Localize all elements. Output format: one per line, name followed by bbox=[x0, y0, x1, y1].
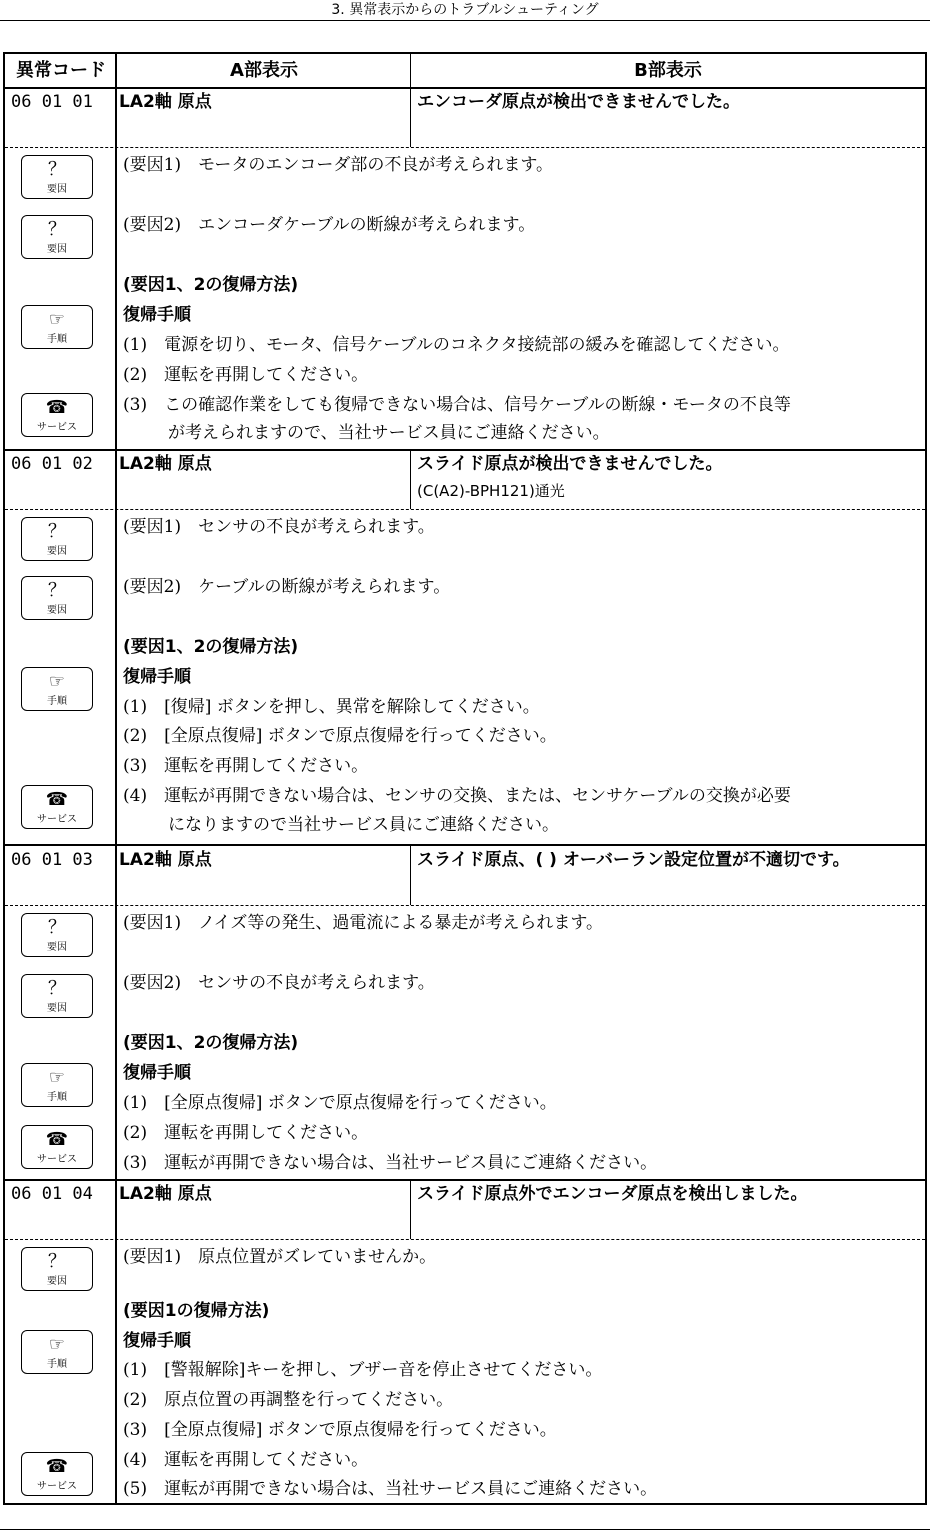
a-display: LA2軸 原点 bbox=[119, 92, 212, 112]
error-code: 06 01 02 bbox=[11, 454, 93, 474]
dashed-divider bbox=[5, 905, 925, 906]
service-icon: ☎ サービス bbox=[21, 1452, 93, 1496]
procedure-step: (3) [全原点復帰] ボタンで原点復帰を行ってください。 bbox=[123, 1420, 557, 1440]
cause-icon: ？ 要因 bbox=[21, 974, 93, 1018]
service-icon: ☎ サービス bbox=[21, 785, 93, 829]
recovery-heading: (要因1、2の復帰方法) bbox=[123, 1033, 299, 1053]
header-code: 異常コード bbox=[16, 60, 106, 81]
procedure-step: (2) 運転を再開してください。 bbox=[123, 365, 369, 385]
cause-text: (要因1) 原点位置がズレていませんか。 bbox=[123, 1247, 437, 1267]
cause-text: (要因1) モータのエンコーダ部の不良が考えられます。 bbox=[123, 155, 554, 175]
cause-icon: ？ 要因 bbox=[21, 517, 93, 561]
procedure-heading: 復帰手順 bbox=[123, 305, 191, 325]
procedure-step: (3) 運転を再開してください。 bbox=[123, 756, 369, 776]
procedure-step: (4) 運転が再開できない場合は、センサの交換、または、センサケーブルの交換が必要 bbox=[123, 786, 791, 806]
b-display: スライド原点が検出できませんでした。 bbox=[417, 454, 723, 474]
cause-icon: ？ 要因 bbox=[21, 913, 93, 957]
error-code: 06 01 03 bbox=[11, 850, 93, 870]
recovery-heading: (要因1、2の復帰方法) bbox=[123, 637, 299, 657]
procedure-heading: 復帰手順 bbox=[123, 1063, 191, 1083]
column-divider bbox=[410, 846, 411, 905]
cause-text: (要因1) ノイズ等の発生、過電流による暴走が考えられます。 bbox=[123, 913, 604, 933]
cause-icon: ？ 要因 bbox=[21, 155, 93, 199]
dashed-divider bbox=[5, 509, 925, 510]
a-display: LA2軸 原点 bbox=[119, 850, 212, 870]
service-icon: ☎ サービス bbox=[21, 393, 93, 437]
column-divider bbox=[410, 54, 411, 88]
error-code-table bbox=[3, 52, 927, 1505]
cause-icon: ？ 要因 bbox=[21, 576, 93, 620]
procedure-step: (4) 運転を再開してください。 bbox=[123, 1450, 369, 1470]
column-divider bbox=[410, 1181, 411, 1239]
procedure-step: (1) [警報解除]キーを押し、ブザー音を停止させてください。 bbox=[123, 1360, 603, 1380]
header-a-display: A部表示 bbox=[230, 60, 298, 81]
row-divider bbox=[5, 449, 925, 451]
cause-icon: ？ 要因 bbox=[21, 215, 93, 259]
cause-icon: ？ 要因 bbox=[21, 1247, 93, 1291]
b-display: スライド原点外でエンコーダ原点を検出しました。 bbox=[417, 1184, 808, 1204]
procedure-icon: ☞ 手順 bbox=[21, 667, 93, 711]
header-b-display: B部表示 bbox=[634, 60, 702, 81]
procedure-icon: ☞ 手順 bbox=[21, 1330, 93, 1374]
procedure-step: (3) この確認作業をしても復帰できない場合は、信号ケーブルの断線・モータの不良等 bbox=[123, 395, 791, 415]
dashed-divider bbox=[5, 1239, 925, 1240]
a-display: LA2軸 原点 bbox=[119, 454, 212, 474]
row-divider bbox=[5, 87, 925, 89]
row-divider bbox=[5, 844, 925, 846]
procedure-icon: ☞ 手順 bbox=[21, 1063, 93, 1107]
procedure-step: (1) [復帰] ボタンを押し、異常を解除してください。 bbox=[123, 697, 540, 717]
procedure-step: (5) 運転が再開できない場合は、当社サービス員にご連絡ください。 bbox=[123, 1479, 658, 1499]
b-display-detail: (C(A2)-BPH121)通光 bbox=[417, 482, 565, 500]
error-code: 06 01 04 bbox=[11, 1184, 93, 1204]
cause-text: (要因2) ケーブルの断線が考えられます。 bbox=[123, 577, 451, 597]
b-display: スライド原点、( ) オーバーラン設定位置が不適切です。 bbox=[417, 850, 850, 870]
cause-text: (要因2) センサの不良が考えられます。 bbox=[123, 973, 435, 993]
recovery-heading: (要因1の復帰方法) bbox=[123, 1301, 270, 1321]
service-icon: ☎ サービス bbox=[21, 1125, 93, 1169]
procedure-heading: 復帰手順 bbox=[123, 1331, 191, 1351]
procedure-heading: 復帰手順 bbox=[123, 667, 191, 687]
cause-text: (要因1) センサの不良が考えられます。 bbox=[123, 517, 435, 537]
column-divider bbox=[410, 89, 411, 147]
error-code: 06 01 01 bbox=[11, 92, 93, 112]
recovery-heading: (要因1、2の復帰方法) bbox=[123, 275, 299, 295]
dashed-divider bbox=[5, 147, 925, 148]
b-display: エンコーダ原点が検出できませんでした。 bbox=[417, 92, 740, 112]
procedure-icon: ☞ 手順 bbox=[21, 305, 93, 349]
cause-text: (要因2) エンコーダケーブルの断線が考えられます。 bbox=[123, 215, 536, 235]
procedure-step: (2) [全原点復帰] ボタンで原点復帰を行ってください。 bbox=[123, 726, 557, 746]
a-display: LA2軸 原点 bbox=[119, 1184, 212, 1204]
procedure-step: (2) 原点位置の再調整を行ってください。 bbox=[123, 1390, 454, 1410]
procedure-step: (1) 電源を切り、モータ、信号ケーブルのコネクタ接続部の緩みを確認してください。 bbox=[123, 335, 790, 355]
procedure-step: (1) [全原点復帰] ボタンで原点復帰を行ってください。 bbox=[123, 1093, 557, 1113]
procedure-step: (3) 運転が再開できない場合は、当社サービス員にご連絡ください。 bbox=[123, 1153, 658, 1173]
column-divider bbox=[115, 54, 117, 1503]
row-divider bbox=[5, 1179, 925, 1181]
procedure-step-continued: が考えられますので、当社サービス員にご連絡ください。 bbox=[168, 423, 610, 443]
page-header: 3. 異常表示からのトラブルシューティング bbox=[0, 0, 930, 21]
procedure-step: (2) 運転を再開してください。 bbox=[123, 1123, 369, 1143]
column-divider bbox=[410, 451, 411, 509]
procedure-step-continued: になりますので当社サービス員にご連絡ください。 bbox=[168, 815, 559, 835]
footer-rule bbox=[0, 1529, 930, 1530]
